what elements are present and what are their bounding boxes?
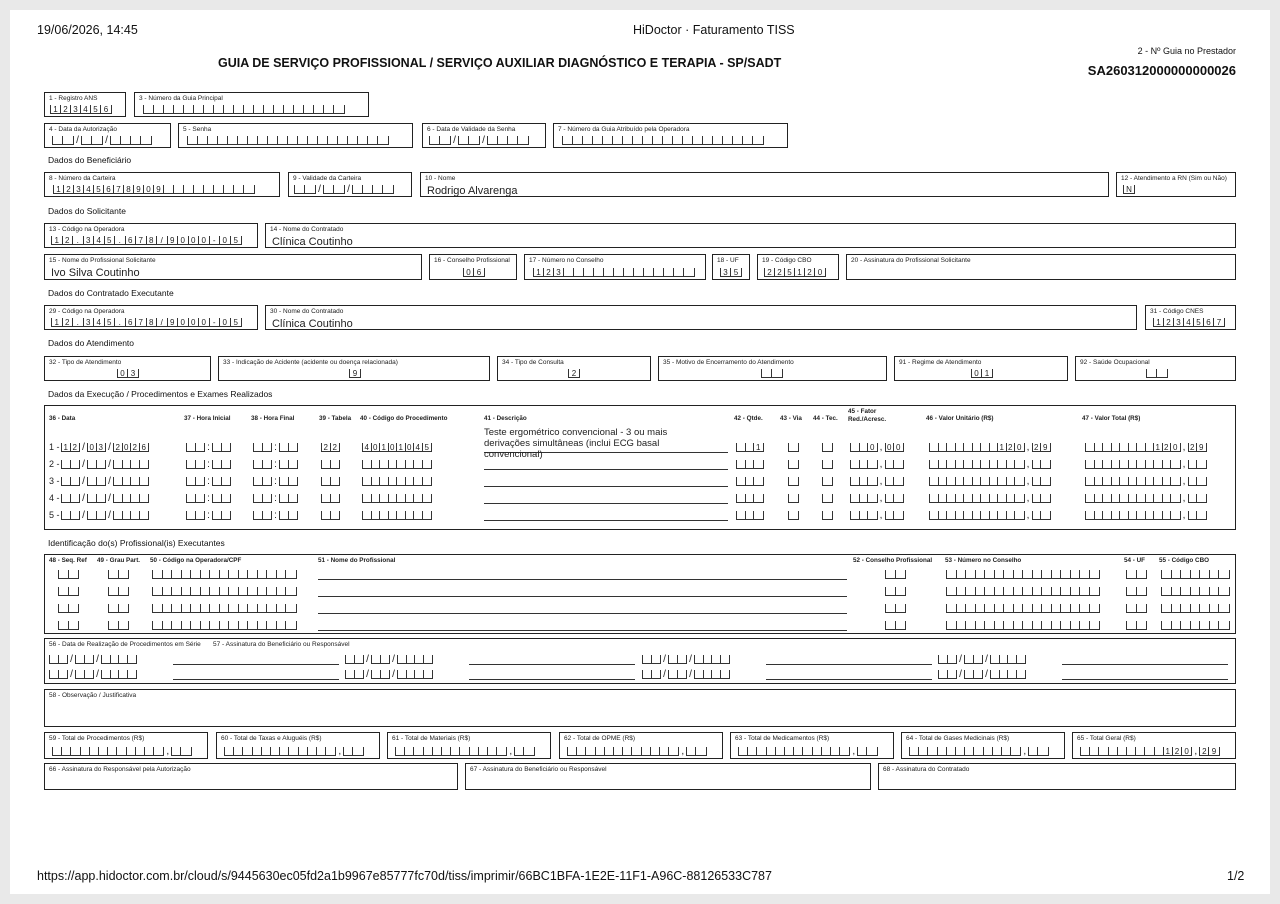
procedure-row-number: 3 - [49,476,60,486]
procedure-description: Teste ergométrico convencional - 3 ou mais derivações simultâneas (inclui ECG basal convencional) [484,427,668,460]
guia-number-label: 2 - Nº Guia no Prestador [1137,46,1236,56]
field-motivo-encerramento: 35 - Motivo de Encerramento do Atendimento [658,356,887,381]
procedure-row-number: 5 - [49,510,60,520]
total-medicamentos: 63 - Total de Medicamentos (R$) , [730,732,894,759]
guia-number: SA260312000000000026 [1087,63,1236,78]
procedure-row-number: 4 - [49,493,60,503]
field-senha: 5 - Senha [178,123,413,148]
field-observacao: 58 - Observação / Justificativa [44,689,1236,727]
total-procedimentos: 59 - Total de Procedimentos (R$) , [44,732,208,759]
total-geral: 65 - Total Geral (R$) 1 2 0 , 2 9 [1072,732,1236,759]
field-nome-contratado-solicitante: 14 - Nome do Contratado Clínica Coutinho [265,223,1236,248]
procedures-table: 36 - Data 37 - Hora Inicial 38 - Hora Final 39 - Tabela 40 - Código do Procedimento 41 - Descrição 42 - Qtde. 43 - Via 44 - Tec. 45 - Fator Red./Acresc. 46 - Valor Unitário (R$) 47 - Valor Total (R$) 1 - 1 2 / 0 3 / 2 0 2 6 : : 2 2 4 0 1 0 1 0 4 5 1 0 , 0 0 1 2 0 , 2 9 1 2 0 , 2 9 Teste ergométrico convencional - 3 ou mais derivações simultâneas (inclui ECG basal convencional) 2 - / / : : , , , 3 - / / : : , , , 4 - / / : : , , , 5 - / / : : , , , [44,405,1236,530]
field-codigo-cbo: 19 - Código CBO 2 2 5 1 2 0 [757,254,839,280]
section-beneficiario: Dados do Beneficiário [48,155,132,165]
field-tipo-atendimento: 32 - Tipo de Atendimento 0 3 [44,356,211,381]
print-app-title: HiDoctor · Faturamento TISS [633,23,795,37]
field-numero-guia-operadora: 7 - Número da Guia Atribuído pela Operadora [553,123,788,148]
field-numero-carteira: 8 - Número da Carteira 1 2 3 4 5 6 7 8 9 0 9 [44,172,280,197]
form-title: GUIA DE SERVIÇO PROFISSIONAL / SERVIÇO AUXILIAR DIAGNÓSTICO E TERAPIA - SP/SADT [218,56,782,70]
print-url: https://app.hidoctor.com.br/cloud/s/9445630ec05fd2a1b9967e85777fc70d/tiss/imprimir/66BC1BFA-1E2E-11F1-A96C-88126533C787 [37,869,772,883]
field-codigo-cnes: 31 - Código CNES 1 2 3 4 5 6 7 [1145,305,1236,330]
field-saude-ocupacional: 92 - Saúde Ocupacional [1075,356,1236,381]
field-numero-guia-principal: 3 - Número da Guia Principal [134,92,369,117]
total-materiais: 61 - Total de Materiais (R$) , [387,732,551,759]
tiss-print-page [10,10,1270,894]
field-validade-carteira: 9 - Validade da Carteira / / [288,172,412,197]
professionals-table: 48 - Seq. Ref 49 - Grau Part. 50 - Código na Operadora/CPF 51 - Nome do Profissional 52 - Conselho Profissional 53 - Número no Conselho 54 - UF 55 - Código CBO [44,554,1236,634]
total-opme: 62 - Total de OPME (R$) , [559,732,723,759]
assinatura-contratado: 68 - Assinatura do Contratado [878,763,1236,790]
field-numero-conselho: 17 - Número no Conselho 1 2 3 [524,254,706,280]
field-codigo-operadora-executante: 29 - Código na Operadora 1 2 . 3 4 5 . 6 7 8 / 9 0 0 0 - 0 5 [44,305,258,330]
field-uf: 18 - UF 3 5 [712,254,750,280]
section-profissionais: Identificação do(s) Profissional(is) Executantes [48,538,225,548]
field-data-validade-senha: 6 - Data de Validade da Senha / / [422,123,546,148]
field-profissional-solicitante: 15 - Nome do Profissional Solicitante Ivo Silva Coutinho [44,254,422,280]
section-solicitante: Dados do Solicitante [48,206,126,216]
field-regime-atendimento: 91 - Regime de Atendimento 0 1 [894,356,1068,381]
section-atendimento: Dados do Atendimento [48,338,135,348]
field-indicacao-acidente: 33 - Indicação de Acidente (acidente ou doença relacionada) 9 [218,356,490,381]
field-assinatura-solicitante: 20 - Assinatura do Profissional Solicitante [846,254,1236,280]
section-execucao: Dados da Execução / Procedimentos e Exames Realizados [48,389,273,399]
assinatura-beneficiario: 67 - Assinatura do Beneficiário ou Responsável [465,763,871,790]
print-datetime: 19/06/2026, 14:45 [37,23,138,37]
total-gases-medicinais: 64 - Total de Gases Medicinais (R$) , [901,732,1065,759]
procedure-row-number: 1 - [49,442,60,452]
field-conselho-profissional: 16 - Conselho Profissional 0 6 [429,254,517,280]
field-registro-ans: 1 - Registro ANS 1 2 3 4 5 6 [44,92,126,117]
section-executante: Dados do Contratado Executante [48,288,174,298]
assinatura-responsavel-autorizacao: 66 - Assinatura do Responsável pela Autorização [44,763,458,790]
field-nome-contratado-executante: 30 - Nome do Contratado Clínica Coutinho [265,305,1137,330]
field-data-autorizacao: 4 - Data da Autorização / / [44,123,171,148]
total-taxas-alugueis: 60 - Total de Taxas e Aluguéis (R$) , [216,732,380,759]
print-page-number: 1/2 [1227,869,1245,883]
field-codigo-operadora-solicitante: 13 - Código na Operadora 1 2 . 3 4 5 . 6 7 8 / 9 0 0 0 - 0 5 [44,223,258,248]
field-tipo-consulta: 34 - Tipo de Consulta 2 [497,356,651,381]
field-atendimento-rn: 12 - Atendimento a RN (Sim ou Não) N [1116,172,1236,197]
field-nome: 10 - Nome Rodrigo Alvarenga [420,172,1109,197]
procedure-row-number: 2 - [49,459,60,469]
field-procedimentos-serie: 56 - Data de Realização de Procedimentos em Série 57 - Assinatura do Beneficiário ou Responsável / / / / / / / / / / / / / / / / [44,638,1236,684]
